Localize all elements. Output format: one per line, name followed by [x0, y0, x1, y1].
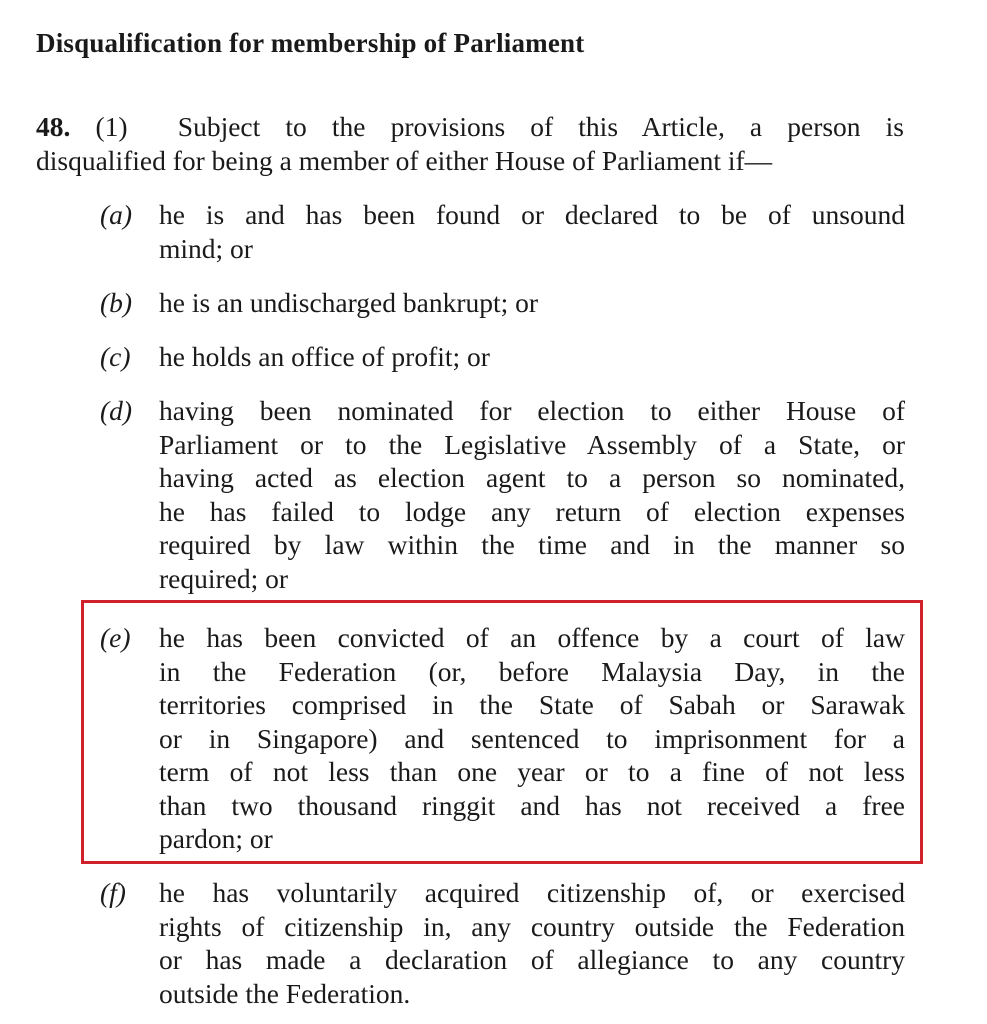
article-lead-paragraph — [36, 110, 904, 177]
clause-body — [159, 876, 905, 1010]
clause-letter: (c) — [100, 341, 131, 372]
clause-line: pardon; or — [159, 823, 273, 854]
lead-text-line-1: Subject to the provisions of this Article, a person is — [177, 111, 905, 142]
clause-line: outside the Federation. — [159, 977, 411, 1009]
clause-line: mind; or — [159, 232, 253, 264]
clause-line: he is and has been found or declared to be of unsound — [159, 199, 905, 230]
clause-line: or has made a declaration of allegiance to any country — [159, 944, 905, 975]
clause-letter: (e) — [100, 622, 131, 653]
clause-letter: (f) — [100, 877, 126, 908]
clause-line: having been nominated for election to either House of — [159, 395, 905, 426]
clause-line: territories comprised in the State of Sabah or Sarawak — [159, 689, 905, 720]
subsection-number: (1) — [95, 111, 128, 142]
clause-line: Parliament or to the Legislative Assembly of a State, or — [159, 428, 905, 460]
clause-line: having acted as election agent to a person so nominated, — [159, 462, 905, 493]
clause-line: than two thousand ringgit and has not received a free — [159, 789, 905, 821]
clause-body — [159, 286, 905, 320]
clause-line: term of not less than one year or to a fine of not less — [159, 756, 905, 787]
clause-line: required; or — [159, 562, 289, 594]
clause-letter: (b) — [100, 287, 133, 318]
clause-line: he has been convicted of an offence by a court of law — [159, 622, 905, 653]
clause-line: rights of citizenship in, any country outside the Federation — [159, 910, 905, 942]
clause-line: or in Singapore) and sentenced to imprisonment for a — [159, 722, 905, 754]
clause-line: he holds an office of profit; or — [159, 341, 490, 372]
clause-line: in the Federation (or, before Malaysia Day, in the — [159, 655, 905, 687]
clause-body — [159, 198, 905, 265]
section-heading: Disqualification for membership of Parliament — [36, 28, 585, 58]
clause-body — [159, 394, 905, 595]
clause-line: required by law within the time and in the manner so — [159, 529, 905, 560]
lead-line-1 — [36, 110, 904, 144]
clause-line: he is an undischarged bankrupt; or — [159, 287, 539, 318]
clause-body — [159, 340, 905, 374]
article-number: 48. — [36, 111, 71, 142]
clause-letter: (d) — [100, 395, 133, 426]
clause-line: he has failed to lodge any return of election expenses — [159, 495, 905, 527]
clause-body — [159, 621, 905, 856]
lead-line-2: disqualified for being a member of either House of Parliament if— — [36, 144, 773, 176]
clause-letter: (a) — [100, 199, 133, 230]
clause-line: he has voluntarily acquired citizenship of, or exercised — [159, 877, 905, 908]
